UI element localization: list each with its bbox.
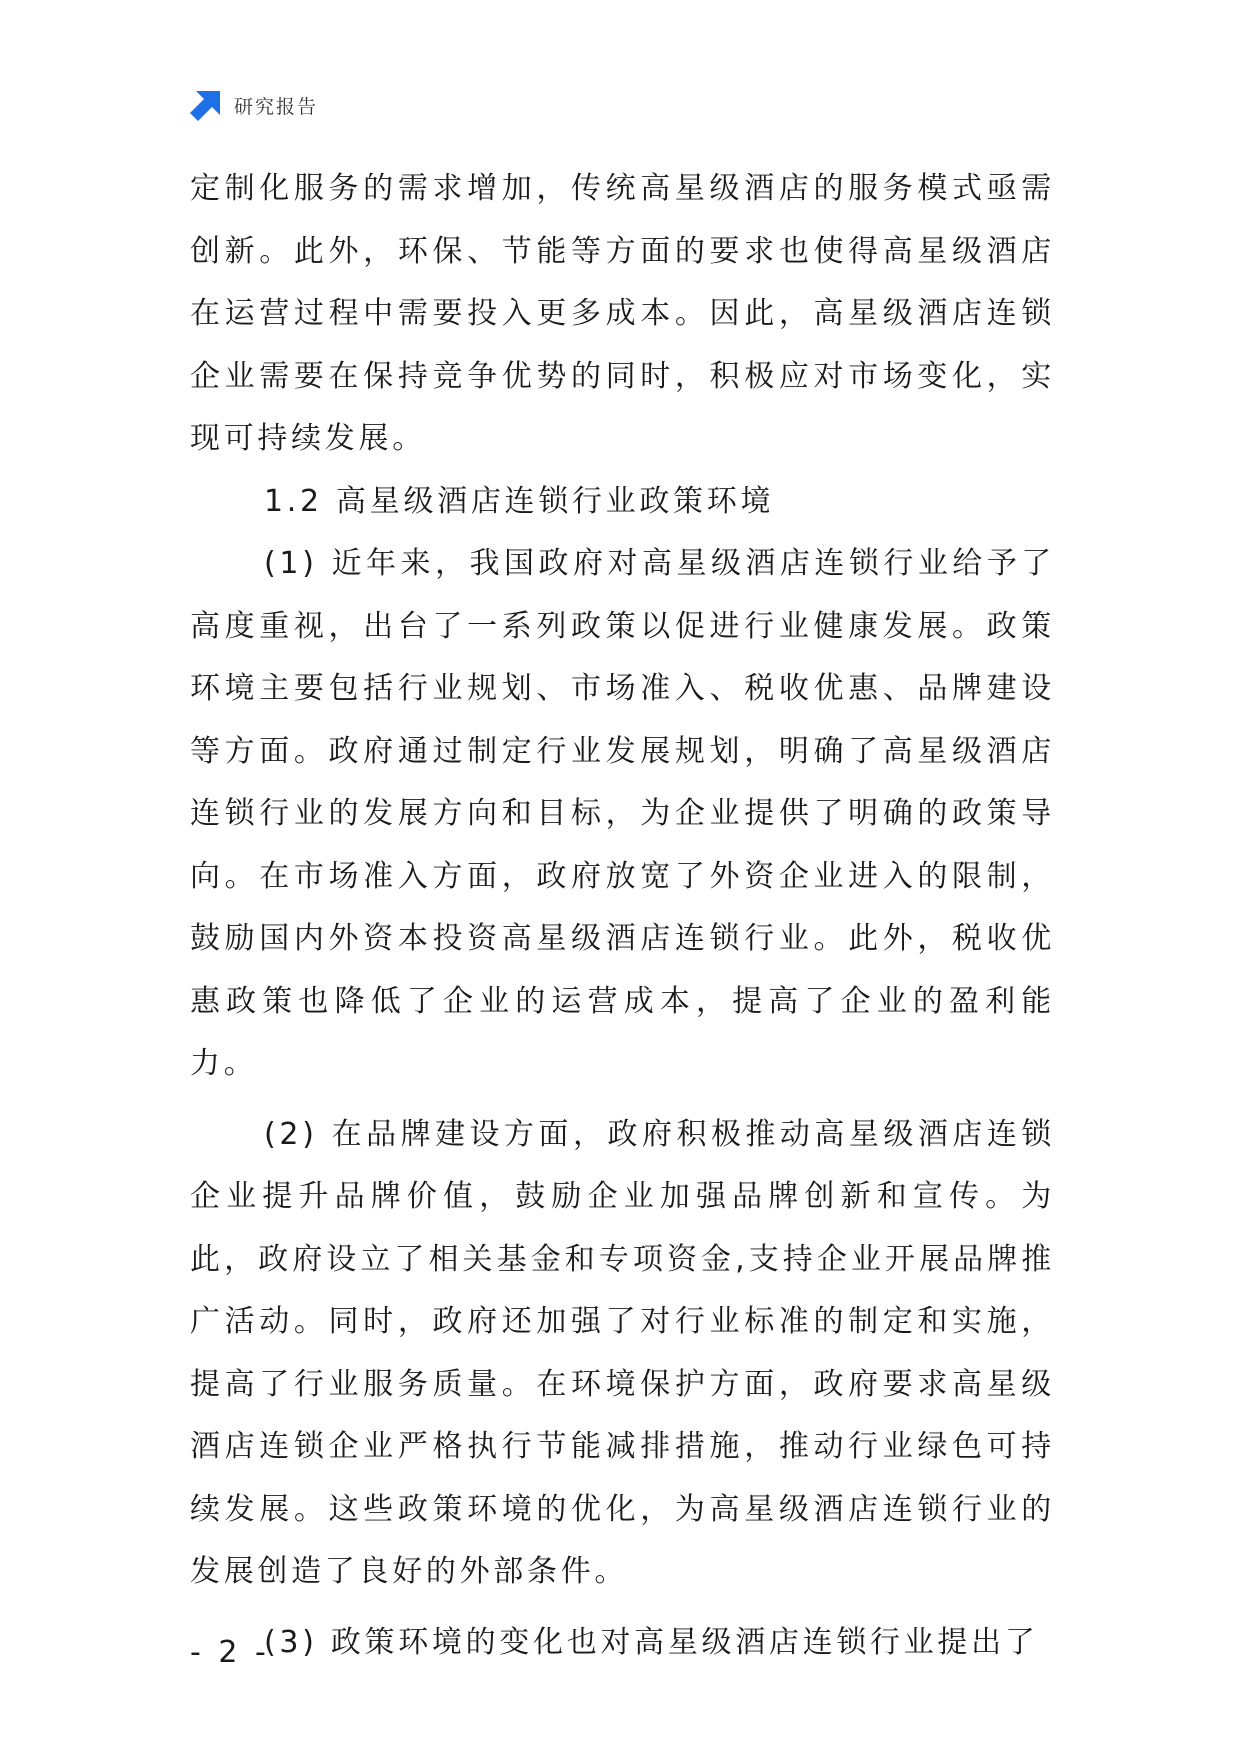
arrow-up-right-icon [190, 89, 222, 121]
section-heading: 1.2 高星级酒店连锁行业政策环境 [264, 483, 775, 519]
paragraph-3: (3) 政策环境的变化也对高星级酒店连锁行业提出了 [264, 1624, 1039, 1660]
page-header [190, 88, 318, 122]
paragraph-continued: 定制化服务的需求增加，传统高星级酒店的服务模式亟需创新。此外，环保、节能等方面的要求也使得高星级酒店在运营过程中需要投入更多成本。因此，高星级酒店连锁企业需要在保持竞争优势的同时，积极应对市场变化，实现可持续发展。 [190, 171, 1055, 456]
paragraph-2: (2) 在品牌建设方面，政府积极推动高星级酒店连锁企业提升品牌价值，鼓励企业加强品牌创新和宣传。为此，政府设立了相关基金和专项资金,支持企业开展品牌推广活动。同时，政府还加强了对行业标准的制定和实施，提高了行业服务质量。在环境保护方面，政府要求高星级酒店连锁企业严格执行节能减排措施，推动行业绿色可持续发展。这些政策环境的优化，为高星级酒店连锁行业的发展创造了良好的外部条件。 [190, 1116, 1055, 1589]
header-title: 研究报告 [234, 95, 319, 118]
document-body [190, 158, 1055, 1674]
page-number: - 2 - [190, 1635, 270, 1670]
paragraph-1: (1) 近年来，我国政府对高星级酒店连锁行业给予了高度重视，出台了一系列政策以促进行业健康发展。政策环境主要包括行业规划、市场准入、税收优惠、品牌建设等方面。政府通过制定行业发展规划，明确了高星级酒店连锁行业的发展方向和目标，为企业提供了明确的政策导向。在市场准入方面，政府放宽了外资企业进入的限制，鼓励国内外资本投资高星级酒店连锁行业。此外，税收优惠政策也降低了企业的运营成本，提高了企业的盈利能力。 [190, 546, 1055, 1081]
